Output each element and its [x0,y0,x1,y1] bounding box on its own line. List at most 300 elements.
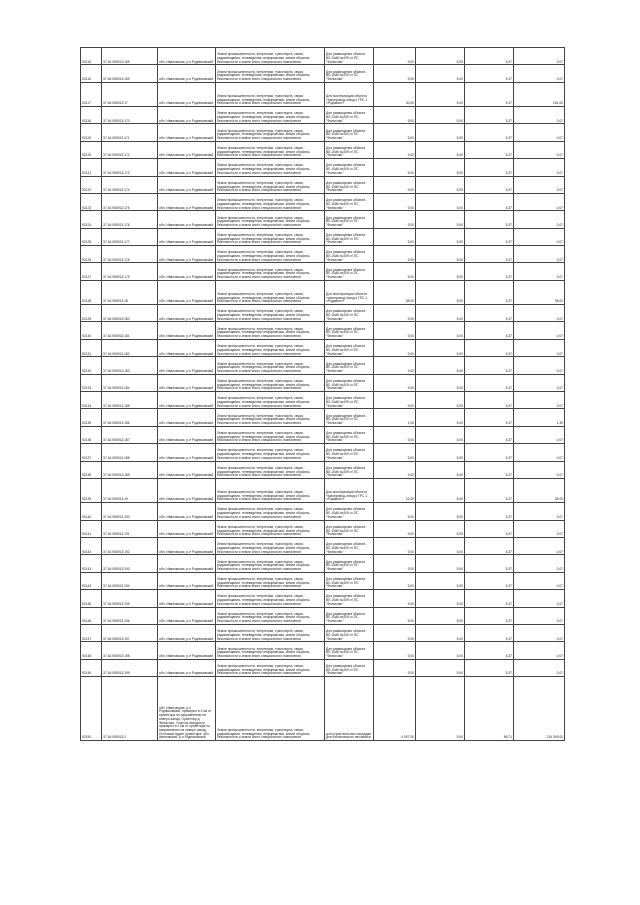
table-row [81,461,565,478]
cadastral-number-cell: 37:16:050913:175 [102,193,158,210]
cadastral-number-cell: 37:16:050913:176 [102,211,158,228]
value-cell-1: 5,00 [416,503,465,520]
permitted-use-cell: Для размещения объекта ВЛ-10кВ №409 от ПС "Филисово" [325,305,374,322]
address-cell: обл. Ивановская, р-н Родниковский [158,555,216,572]
permitted-use-cell: Для эксплуатации объекта «газопровод-отвод к ГРС-1 «Родники»» [325,478,374,502]
value-cell-3: 0,07 [514,211,565,228]
permitted-use-cell: Для размещения объекта ВЛ-10кВ №409 от ПС "Филисово" [325,124,374,141]
cadastral-number-cell: 37:16:050913:190 [102,503,158,520]
value-cell-1: 5,00 [416,193,465,210]
land-category-cell: Земли промышленности, энергетики, транспорта, связи, радиовещания, телевидения, информатики, земли обороны, безопасности и земли иного специального назначения [216,48,325,65]
table-body [81,48,565,741]
address-cell: обл. Ивановская, р-н Родниковский [158,82,216,106]
land-category-cell: Земли промышленности, энергетики, транспорта, связи, радиовещания, телевидения, информатики, земли обороны, безопасности и земли иного специального назначения [216,590,325,607]
permitted-use-cell: Для размещения объекта ВЛ-10кВ №409 от ПС "Филисово" [325,409,374,426]
cadastral-number-cell: 37:16:050913:198 [102,642,158,659]
table-row [81,478,565,502]
value-cell-3: 38,00 [514,280,565,304]
row-number-cell: 92123 [81,193,102,210]
permitted-use-cell: Для размещения объекта ВЛ-10кВ №409 от ПС "Филисово" [325,659,374,676]
address-cell: обл. Ивановская, р-н Родниковский [158,159,216,176]
permitted-use-cell: Для размещения объекта ВЛ-10кВ №409 от ПС "Филисово" [325,159,374,176]
row-number-cell: 92120 [81,141,102,158]
land-category-cell: Земли промышленности, энергетики, транспорта, связи, радиовещания, телевидения, информатики, земли обороны, безопасности и земли иного специального назначения [216,572,325,589]
area-cell: 9,00 [374,503,416,520]
value-cell-3: 0,07 [514,357,565,374]
table-row [81,624,565,641]
value-cell-1: 5,00 [416,357,465,374]
value-cell-1: 5,00 [416,607,465,624]
value-cell-1: 5,00 [416,124,465,141]
area-cell: 1,00 [374,409,416,426]
cadastral-number-cell: 37:16:050913:196 [102,607,158,624]
value-cell-1: 5,00 [416,374,465,391]
address-cell: обл. Ивановская, р-н Родниковский [158,392,216,409]
land-category-cell: Земли промышленности, энергетики, транспорта, связи, радиовещания, телевидения, информатики, земли обороны, безопасности и земли иного специального назначения [216,305,325,322]
value-cell-2: 5,37 [465,322,514,339]
value-cell-1: 5,00 [416,624,465,641]
cadastral-number-cell: 37:16:050913:18 [102,280,158,304]
land-category-cell: Земли промышленности, энергетики, транспорта, связи, радиовещания, телевидения, информатики, земли обороны, безопасности и земли иного специального назначения [216,444,325,461]
cadastral-number-cell: 37:16:050913:186 [102,409,158,426]
value-cell-3: 0,07 [514,461,565,478]
value-cell-1: 5,00 [416,228,465,245]
address-cell: обл. Ивановская, р-н Родниковский [158,246,216,263]
area-cell: 9,00 [374,374,416,391]
address-cell: обл. Ивановская, р-н Родниковский [158,374,216,391]
value-cell-1: 5,00 [416,478,465,502]
row-number-cell: 92147 [81,624,102,641]
cadastral-number-cell: 37:16:050913:172 [102,141,158,158]
value-cell-2: 5,37 [465,590,514,607]
row-number-cell: 92124 [81,211,102,228]
address-cell: обл. Ивановская, р-н Родниковский, примерно в 2 км от ориентира по направлению на северо-запад. Ориентир д. Филисово. Участок находится примерно в 2 км от ориентира по направлению на северо-запад. Почтовый адрес ориентира: обл. Ивановская, р-н Родниковский [158,677,216,741]
value-cell-1: 5,00 [416,642,465,659]
row-number-cell: 92143 [81,555,102,572]
value-cell-1: 5,00 [416,520,465,537]
cadastral-number-cell: 37:16:050913:192 [102,537,158,554]
area-cell: 9,00 [374,572,416,589]
land-category-cell: Земли промышленности, энергетики, транспорта, связи, радиовещания, телевидения, информатики, земли обороны, безопасности и земли иного специального назначения [216,374,325,391]
cadastral-number-cell: 37:16:050913:171 [102,124,158,141]
table-row [81,339,565,356]
row-number-cell: 92131 [81,339,102,356]
area-cell: 9,00 [374,520,416,537]
land-category-cell: Земли промышленности, энергетики, транспорта, связи, радиовещания, телевидения, информатики, земли обороны, безопасности и земли иного специального назначения [216,211,325,228]
table-row [81,590,565,607]
address-cell: обл. Ивановская, р-н Родниковский [158,624,216,641]
address-cell: обл. Ивановская, р-н Родниковский [158,305,216,322]
value-cell-2: 5,37 [465,82,514,106]
permitted-use-cell: Для размещения объекта ВЛ-10кВ №409 от ПС "Филисово" [325,461,374,478]
area-cell: 9,00 [374,624,416,641]
value-cell-3: 0,07 [514,65,565,82]
area-cell: 9,00 [374,228,416,245]
value-cell-1: 5,00 [416,572,465,589]
value-cell-2: 5,37 [465,159,514,176]
table-row [81,65,565,82]
row-number-cell: 92122 [81,176,102,193]
value-cell-3: 0,07 [514,572,565,589]
row-number-cell: 92128 [81,280,102,304]
table-row [81,106,565,123]
row-number-cell: 92137 [81,444,102,461]
cadastral-number-cell: 37:16:050913:184 [102,374,158,391]
address-cell: обл. Ивановская, р-н Родниковский [158,607,216,624]
land-category-cell: Земли промышленности, энергетики, транспорта, связи, радиовещания, телевидения, информатики, земли обороны, безопасности и земли иного специального назначения [216,228,325,245]
area-cell: 9,00 [374,305,416,322]
cadastral-number-cell: 37:16:050913:178 [102,246,158,263]
value-cell-1: 5,00 [416,392,465,409]
value-cell-1: 5,00 [416,537,465,554]
value-cell-2: 5,37 [465,537,514,554]
land-registry-table [80,47,565,741]
value-cell-1: 5,00 [416,65,465,82]
value-cell-3: 161,00 [514,82,565,106]
table-row [81,193,565,210]
value-cell-2: 5,37 [465,426,514,443]
area-cell: 9,00 [374,246,416,263]
permitted-use-cell: Для размещения объекта ВЛ-10кВ №409 от ПС "Филисово" [325,642,374,659]
address-cell: обл. Ивановская, р-н Родниковский [158,503,216,520]
land-category-cell: Земли промышленности, энергетики, транспорта, связи, радиовещания, телевидения, информатики, земли обороны, безопасности и земли иного специального назначения [216,141,325,158]
row-number-cell: 92135 [81,409,102,426]
land-category-cell: Земли промышленности, энергетики, транспорта, связи, радиовещания, телевидения, информатики, земли обороны, безопасности и земли иного специального назначения [216,537,325,554]
value-cell-2: 5,37 [465,409,514,426]
value-cell-3: 0,07 [514,624,565,641]
area-cell: 9,00 [374,590,416,607]
value-cell-2: 5,37 [465,572,514,589]
area-cell: 9,00 [374,193,416,210]
row-number-cell: 92141 [81,520,102,537]
permitted-use-cell: Для размещения объекта ВЛ-10кВ №409 от ПС "Филисово" [325,228,374,245]
permitted-use-cell: Для размещения объекта ВЛ-10кВ №409 от ПС "Филисово" [325,537,374,554]
value-cell-1: 5,00 [416,263,465,280]
table-row [81,124,565,141]
area-cell: 9,00 [374,357,416,374]
value-cell-2: 5,37 [465,141,514,158]
permitted-use-cell: Для размещения объекта ВЛ-10кВ №409 от ПС "Филисово" [325,392,374,409]
land-category-cell: Земли промышленности, энергетики, транспорта, связи, радиовещания, телевидения, информатики, земли обороны, безопасности и земли иного специального назначения [216,159,325,176]
row-number-cell: 92136 [81,426,102,443]
permitted-use-cell: Для размещения объекта ВЛ-10кВ №409 от ПС "Филисово" [325,48,374,65]
area-cell: 4 097,00 [374,677,416,741]
value-cell-1: 5,00 [416,211,465,228]
value-cell-1: 5,00 [416,426,465,443]
value-cell-3: 0,07 [514,124,565,141]
land-category-cell: Земли промышленности, энергетики, транспорта, связи, радиовещания, телевидения, информатики, земли обороны, безопасности и земли иного специального назначения [216,478,325,502]
address-cell: обл. Ивановская, р-н Родниковский [158,106,216,123]
area-cell: 9,00 [374,659,416,676]
area-cell: 9,00 [374,159,416,176]
value-cell-2: 5,37 [465,106,514,123]
permitted-use-cell: Для размещения объекта ВЛ-10кВ №409 от ПС "Филисово" [325,322,374,339]
area-cell: 9,00 [374,211,416,228]
land-category-cell: Земли промышленности, энергетики, транспорта, связи, радиовещания, телевидения, информатики, земли обороны, безопасности и земли иного специального назначения [216,106,325,123]
table-row [81,246,565,263]
table-row [81,48,565,65]
table-row [81,159,565,176]
address-cell: обл. Ивановская, р-н Родниковский [158,426,216,443]
permitted-use-cell: Для размещения объекта ВЛ-10кВ №409 от ПС "Филисово" [325,246,374,263]
value-cell-2: 5,37 [465,193,514,210]
permitted-use-cell: Для размещения объекта ВЛ-10кВ №409 от ПС "Филисово" [325,624,374,641]
value-cell-2: 5,37 [465,305,514,322]
address-cell: обл. Ивановская, р-н Родниковский [158,263,216,280]
value-cell-3: 0,07 [514,48,565,65]
land-category-cell: Земли промышленности, энергетики, транспорта, связи, радиовещания, телевидения, информатики, земли обороны, безопасности и земли иного специального назначения [216,555,325,572]
table-row [81,280,565,304]
value-cell-1: 5,00 [416,322,465,339]
land-category-cell: Земли промышленности, энергетики, транспорта, связи, радиовещания, телевидения, информатики, земли обороны, безопасности и земли иного специального назначения [216,520,325,537]
row-number-cell: 92150 [81,677,102,741]
area-cell: 9,00 [374,339,416,356]
value-cell-3: 0,07 [514,305,565,322]
cadastral-number-cell: 37:16:050913:194 [102,572,158,589]
cadastral-number-cell: 37:16:050913:181 [102,322,158,339]
land-category-cell: Земли промышленности, энергетики, транспорта, связи, радиовещания, телевидения, информатики, земли обороны, безопасности и земли иного специального назначения [216,65,325,82]
value-cell-1: 5,00 [416,659,465,676]
table-row [81,322,565,339]
cadastral-number-cell: 37:16:050913:2 [102,677,158,741]
value-cell-3: 1,30 [514,409,565,426]
address-cell: обл. Ивановская, р-н Родниковский [158,572,216,589]
value-cell-2: 5,37 [465,176,514,193]
row-number-cell: 92126 [81,246,102,263]
area-cell: 9,00 [374,176,416,193]
table-row [81,141,565,158]
permitted-use-cell: Для размещения объекта ВЛ-10кВ №409 от ПС "Филисово" [325,211,374,228]
row-number-cell: 92125 [81,228,102,245]
address-cell: обл. Ивановская, р-н Родниковский [158,537,216,554]
value-cell-3: 0,07 [514,141,565,158]
address-cell: обл. Ивановская, р-н Родниковский [158,280,216,304]
table-row [81,642,565,659]
permitted-use-cell: Для размещения объекта ВЛ-10кВ №409 от ПС "Филисово" [325,339,374,356]
table-row [81,444,565,461]
value-cell-3: 0,07 [514,444,565,461]
area-cell: 9,00 [374,141,416,158]
value-cell-1: 5,00 [416,246,465,263]
value-cell-3: 216 349,00 [514,677,565,741]
value-cell-1: 5,00 [416,176,465,193]
address-cell: обл. Ивановская, р-н Родниковский [158,520,216,537]
value-cell-2: 5,37 [465,263,514,280]
value-cell-3: 0,07 [514,322,565,339]
value-cell-3: 28,00 [514,478,565,502]
area-cell: 30,00 [374,82,416,106]
land-category-cell: Земли промышленности, энергетики, транспорта, связи, радиовещания, телевидения, информатики, земли обороны, безопасности и земли иного специального назначения [216,124,325,141]
area-cell: 9,00 [374,642,416,659]
value-cell-2: 5,37 [465,659,514,676]
value-cell-3: 0,07 [514,392,565,409]
area-cell: 38,00 [374,280,416,304]
area-cell: 9,00 [374,555,416,572]
row-number-cell: 92138 [81,461,102,478]
row-number-cell: 92144 [81,572,102,589]
row-number-cell: 92130 [81,322,102,339]
row-number-cell: 92145 [81,590,102,607]
value-cell-1: 5,00 [416,48,465,65]
land-category-cell: Земли промышленности, энергетики, транспорта, связи, радиовещания, телевидения, информатики, земли обороны, безопасности и земли иного специального назначения [216,193,325,210]
land-category-cell: Земли промышленности, энергетики, транспорта, связи, радиовещания, телевидения, информатики, земли обороны, безопасности и земли иного специального назначения [216,339,325,356]
permitted-use-cell: Для размещения объекта ВЛ-10кВ №409 от ПС "Филисово" [325,555,374,572]
land-category-cell: Земли промышленности, энергетики, транспорта, связи, радиовещания, телевидения, информатики, земли обороны, безопасности и земли иного специального назначения [216,607,325,624]
address-cell: обл. Ивановская, р-н Родниковский [158,48,216,65]
cadastral-number-cell: 37:16:050913:169 [102,48,158,65]
cadastral-number-cell: 37:16:050913:187 [102,426,158,443]
value-cell-3: 0,07 [514,374,565,391]
value-cell-3: 0,07 [514,426,565,443]
value-cell-2: 5,37 [465,478,514,502]
table-row [81,392,565,409]
area-cell: 9,00 [374,106,416,123]
address-cell: обл. Ивановская, р-н Родниковский [158,590,216,607]
land-category-cell: Земли промышленности, энергетики, транспорта, связи, радиовещания, телевидения, информатики, земли обороны, безопасности и земли иного специального назначения [216,426,325,443]
row-number-cell: 92118 [81,106,102,123]
value-cell-2: 5,37 [465,374,514,391]
cadastral-number-cell: 37:16:050913:183 [102,357,158,374]
cadastral-number-cell: 37:16:050913:174 [102,176,158,193]
land-category-cell: Земли промышленности, энергетики, транспорта, связи, радиовещания, телевидения, информатики, земли обороны, безопасности и земли иного специального назначения [216,624,325,641]
address-cell: обл. Ивановская, р-н Родниковский [158,211,216,228]
area-cell: 9,00 [374,263,416,280]
address-cell: обл. Ивановская, р-н Родниковский [158,444,216,461]
value-cell-2: 5,37 [465,211,514,228]
address-cell: обл. Ивановская, р-н Родниковский [158,642,216,659]
table-row [81,305,565,322]
value-cell-3: 0,07 [514,590,565,607]
row-number-cell: 92146 [81,607,102,624]
value-cell-2: 5,37 [465,280,514,304]
permitted-use-cell: Для размещения объекта ВЛ-10кВ №409 от ПС "Филисово" [325,357,374,374]
address-cell: обл. Ивановская, р-н Родниковский [158,357,216,374]
value-cell-3: 0,07 [514,228,565,245]
value-cell-1: 5,00 [416,305,465,322]
land-category-cell: Земли промышленности, энергетики, транспорта, связи, радиовещания, телевидения, информатики, земли обороны, безопасности и земли иного специального назначения [216,280,325,304]
area-cell: 9,00 [374,48,416,65]
permitted-use-cell: Для размещения объекта ВЛ-10кВ №409 от ПС "Филисово" [325,141,374,158]
permitted-use-cell: Для размещения объекта ВЛ-10кВ №409 от ПС "Филисово" [325,444,374,461]
cadastral-number-cell: 37:16:050913:188 [102,444,158,461]
value-cell-2: 5,37 [465,246,514,263]
table-row [81,537,565,554]
area-cell: 9,00 [374,65,416,82]
permitted-use-cell: Для размещения объекта ВЛ-10кВ №409 от ПС "Филисово" [325,503,374,520]
permitted-use-cell: Для размещения объекта ВЛ-10кВ №409 от ПС "Филисово" [325,520,374,537]
value-cell-1: 5,00 [416,82,465,106]
value-cell-3: 0,07 [514,537,565,554]
value-cell-3: 0,07 [514,176,565,193]
permitted-use-cell: Для размещения объекта ВЛ-10кВ №409 от ПС "Филисово" [325,193,374,210]
value-cell-2: 5,37 [465,357,514,374]
value-cell-3: 0,07 [514,246,565,263]
area-cell: 9,00 [374,461,416,478]
permitted-use-cell: Для размещения объекта ВЛ-10кВ №409 от ПС "Филисово" [325,65,374,82]
row-number-cell: 92115 [81,48,102,65]
cadastral-number-cell: 37:16:050913:182 [102,339,158,356]
area-cell: 9,00 [374,444,416,461]
value-cell-1: 5,00 [416,677,465,741]
cadastral-number-cell: 37:16:050913:185 [102,392,158,409]
address-cell: обл. Ивановская, р-н Родниковский [158,409,216,426]
cadastral-number-cell: 37:16:050913:197 [102,624,158,641]
value-cell-2: 5,37 [465,124,514,141]
permitted-use-cell: Для размещения объекта ВЛ-10кВ №409 от ПС "Филисово" [325,572,374,589]
address-cell: обл. Ивановская, р-н Родниковский [158,65,216,82]
value-cell-3: 0,07 [514,106,565,123]
address-cell: обл. Ивановская, р-н Родниковский [158,141,216,158]
value-cell-1: 5,00 [416,409,465,426]
permitted-use-cell: Для эксплуатации объекта «газопровод-отвод к ГРС-1 «Родники»» [325,82,374,106]
land-category-cell: Земли промышленности, энергетики, транспорта, связи, радиовещания, телевидения, информатики, земли обороны, безопасности и земли иного специального назначения [216,461,325,478]
table-row [81,176,565,193]
row-number-cell: 92116 [81,65,102,82]
value-cell-2: 5,37 [465,65,514,82]
row-number-cell: 92140 [81,503,102,520]
value-cell-1: 5,00 [416,106,465,123]
table-row [81,374,565,391]
row-number-cell: 92127 [81,263,102,280]
area-cell: 9,00 [374,322,416,339]
value-cell-2: 5,37 [465,642,514,659]
land-category-cell: Земли промышленности, энергетики, транспорта, связи, радиовещания, телевидения, информатики, земли обороны, безопасности и земли иного специального назначения [216,82,325,106]
area-cell: 9,00 [374,537,416,554]
permitted-use-cell: Для размещения объекта ВЛ-10кВ №409 от ПС "Филисово" [325,374,374,391]
cadastral-number-cell: 37:16:050913:195 [102,590,158,607]
value-cell-3: 0,07 [514,607,565,624]
cadastral-number-cell: 37:16:050913:189 [102,461,158,478]
value-cell-3: 0,07 [514,503,565,520]
table-row [81,677,565,741]
permitted-use-cell: Для размещения объекта ВЛ-10кВ №409 от ПС "Филисово" [325,106,374,123]
value-cell-1: 5,00 [416,339,465,356]
address-cell: обл. Ивановская, р-н Родниковский [158,193,216,210]
address-cell: обл. Ивановская, р-н Родниковский [158,228,216,245]
permitted-use-cell: Для размещения объекта ВЛ-10кВ №409 от ПС "Филисово" [325,176,374,193]
value-cell-2: 5,37 [465,392,514,409]
address-cell: обл. Ивановская, р-н Родниковский [158,176,216,193]
table-row [81,555,565,572]
area-cell: 22,00 [374,478,416,502]
permitted-use-cell: Для размещения объекта ВЛ-10кВ №409 от ПС "Филисово" [325,263,374,280]
address-cell: обл. Ивановская, р-н Родниковский [158,322,216,339]
area-cell: 9,00 [374,124,416,141]
value-cell-1: 5,00 [416,444,465,461]
cadastral-number-cell: 37:16:050913:170 [102,106,158,123]
value-cell-2: 5,37 [465,555,514,572]
land-category-cell: Земли промышленности, энергетики, транспорта, связи, радиовещания, телевидения, информатики, земли обороны, безопасности и земли иного специального назначения [216,503,325,520]
permitted-use-cell: Для эксплуатации объекта «газопровод-отвод к ГРС-1 «Родники»» [325,280,374,304]
table-row [81,263,565,280]
value-cell-2: 56,71 [465,677,514,741]
value-cell-1: 5,00 [416,590,465,607]
table-row [81,607,565,624]
cadastral-number-cell: 37:16:050913:179 [102,263,158,280]
land-category-cell: Земли промышленности, энергетики, транспорта, связи, радиовещания, телевидения, информатики, земли обороны, безопасности и земли иного специального назначения [216,246,325,263]
land-category-cell: Земли промышленности, энергетики, транспорта, связи, радиовещания, телевидения, информатики, земли обороны, безопасности и земли иного специального назначения [216,357,325,374]
cadastral-number-cell: 37:16:050913:180 [102,305,158,322]
row-number-cell: 92129 [81,305,102,322]
table-row [81,503,565,520]
permitted-use-cell: Для размещения объекта ВЛ-10кВ №409 от ПС "Филисово" [325,607,374,624]
value-cell-2: 5,37 [465,607,514,624]
land-category-cell: Земли промышленности, энергетики, транспорта, связи, радиовещания, телевидения, информатики, земли обороны, безопасности и земли иного специального назначения [216,677,325,741]
table-row [81,659,565,676]
row-number-cell: 92133 [81,374,102,391]
land-category-cell: Земли промышленности, энергетики, транспорта, связи, радиовещания, телевидения, информатики, земли обороны, безопасности и земли иного специального назначения [216,642,325,659]
value-cell-3: 0,07 [514,159,565,176]
